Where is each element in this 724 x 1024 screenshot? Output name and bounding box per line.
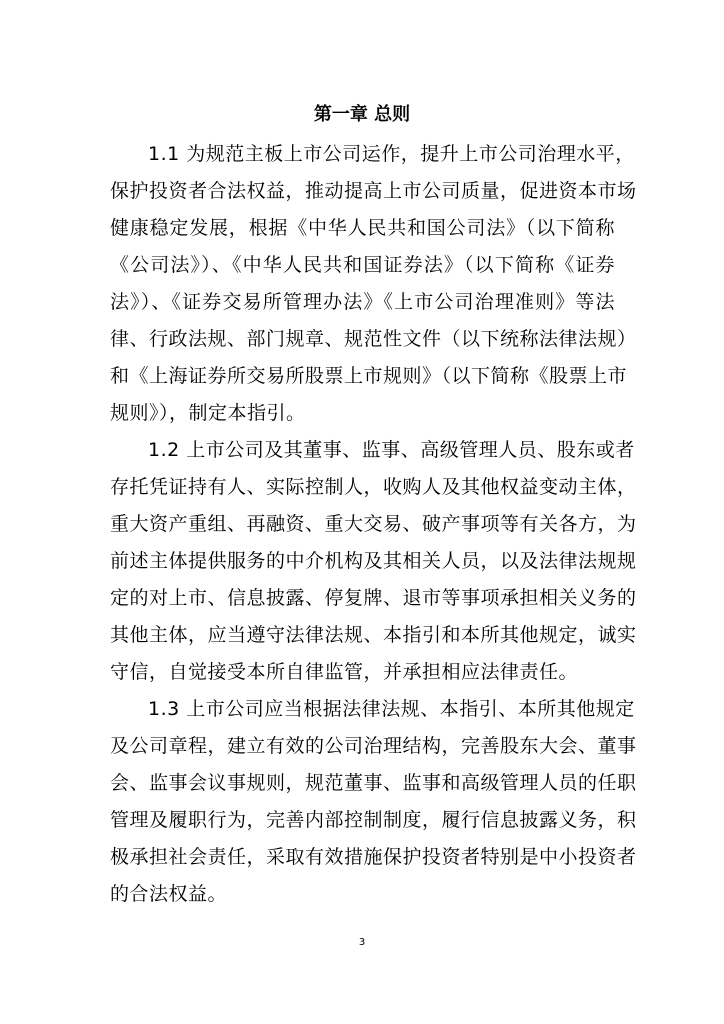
paragraph-line: 健康稳定发展，根据《中华人民共和国公司法》（以下简称 <box>110 217 615 239</box>
chapter-title: 第一章 总则 <box>313 104 411 125</box>
paragraph-line: 重大资产重组、再融资、重大交易、破产事项等有关各方，为 <box>110 513 637 535</box>
paragraph-line: 其他主体，应当遵守法律法规、本指引和本所其他规定，诚实 <box>110 624 637 646</box>
paragraph-line: 律、行政法规、部门规章、规范性文件（以下统称法律法规） <box>110 328 637 350</box>
paragraph-1-1 <box>110 136 637 432</box>
paragraph-line: 极承担社会责任，采取有效措施保护投资者特别是中小投资者 <box>110 846 637 868</box>
paragraph-line: 及公司章程，建立有效的公司治理结构，完善股东大会、董事 <box>110 735 637 757</box>
paragraph-line: 法》）、《证券交易所管理办法》《上市公司治理准则》等法 <box>110 291 615 313</box>
paragraph-1-2 <box>110 432 637 691</box>
paragraph-line: 规则》），制定本指引。 <box>110 402 306 424</box>
page-number: 3 <box>358 937 366 948</box>
paragraph-line: 的合法权益。 <box>110 883 228 905</box>
body-text <box>110 136 637 913</box>
paragraph-line: 存托凭证持有人、实际控制人，收购人及其他权益变动主体， <box>110 476 637 498</box>
paragraph-line: 管理及履职行为，完善内部控制制度，履行信息披露义务，积 <box>110 809 637 831</box>
paragraph-line: 1.3 上市公司应当根据法律法规、本指引、本所其他规定 <box>148 698 635 720</box>
paragraph-line: 会、监事会议事规则，规范董事、监事和高级管理人员的任职 <box>110 772 637 794</box>
paragraph-line: 前述主体提供服务的中介机构及其相关人员，以及法律法规规 <box>110 550 637 572</box>
paragraph-line: 守信，自觉接受本所自律监管，并承担相应法律责任。 <box>110 661 579 683</box>
paragraph-line: 《公司法》）、《中华人民共和国证券法》（以下简称《证券 <box>110 254 615 276</box>
paragraph-line: 1.1 为规范主板上市公司运作，提升上市公司治理水平， <box>148 143 635 165</box>
paragraph-line: 定的对上市、信息披露、停复牌、退市等事项承担相关义务的 <box>110 587 637 609</box>
paragraph-line: 保护投资者合法权益，推动提高上市公司质量，促进资本市场 <box>110 180 637 202</box>
paragraph-line: 1.2 上市公司及其董事、监事、高级管理人员、股东或者 <box>148 439 635 461</box>
paragraph-line: 和《上海证券所交易所股票上市规则》（以下简称《股票上市 <box>110 365 628 387</box>
paragraph-1-3 <box>110 691 637 913</box>
